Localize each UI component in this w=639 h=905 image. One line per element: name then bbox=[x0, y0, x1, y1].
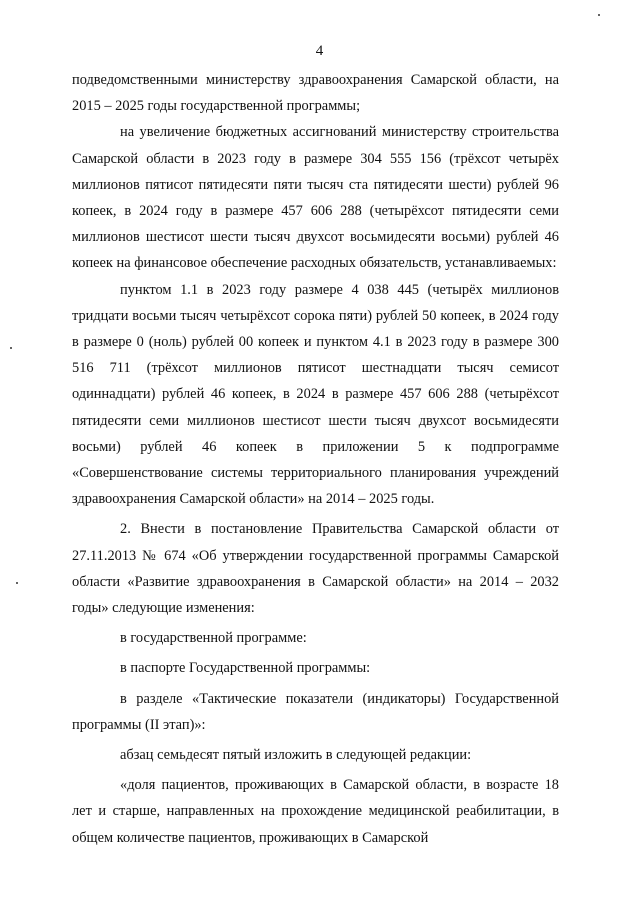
paragraph-5: в государственной программе: bbox=[120, 630, 307, 647]
page-number: 4 bbox=[315, 43, 324, 59]
paragraph-4: 2. Внести в постановление Правительства Самарской области от 27.11.2013 № 674 «Об утверждении государственной программы Самарской области «Развитие здравоохранения в Самарской области» на 2014 – 2032 годы» следующие изменения: bbox=[72, 521, 559, 617]
paragraph-3: пунктом 1.1 в 2023 году размере 4 038 445 (четырёх миллионов тридцати восьми тысяч четырёхсот сорока пяти) рублей 50 копеек, в 2024 году в размере 0 (ноль) рублей 00 копеек и пунктом 4.1 в 2023 году в размере 300 516 711 (трёхсот миллионов пятисот шестнадцати тысяч семисот одиннадцати) рублей 46 копеек, в 2024 в размере 457 606 288 (четырёхсот пятидесяти семи миллионов шестисот шести тысяч двухсот восьмидесяти восьми) рублей 46 копеек в приложении 5 к подпрограмме «Совершенствование системы территориального планирования учреждений здравоохранения Самарской области» на 2014 – 2025 годы. bbox=[72, 281, 559, 508]
paragraph-6: в паспорте Государственной программы: bbox=[120, 660, 371, 677]
paragraph-2: на увеличение бюджетных ассигнований министерству строительства Самарской области в 2023 году в размере 304 555 156 (трёхсот четырёх миллионов пятисот пятидесяти пяти тысяч ста пятидесяти шести) рублей 96 копеек, в 2024 году в размере 457 606 288 (четырёхсот пятидесяти семи миллионов шестисот шести тысяч двухсот восьмидесяти восьми) рублей 46 копеек на финансовое обеспечение расходных обязательств, устанавливаемых: bbox=[72, 124, 559, 272]
paragraph-1: подведомственными министерству здравоохранения Самарской области, на 2015 – 2025 годы государственной программы; bbox=[72, 72, 559, 115]
paragraph-9: «доля пациентов, проживающих в Самарской области, в возрасте 18 лет и старше, направленных на прохождение медицинской реабилитации, в общем количестве пациентов, проживающих в Самарской bbox=[72, 777, 559, 846]
scan-speck bbox=[16, 582, 18, 584]
document-body bbox=[72, 67, 559, 851]
paragraph-8: абзац семьдесят пятый изложить в следующей редакции: bbox=[120, 747, 472, 764]
scan-speck bbox=[10, 347, 12, 349]
scan-speck bbox=[598, 14, 600, 16]
paragraph-7: в разделе «Тактические показатели (индикаторы) Государственной программы (II этап)»: bbox=[72, 690, 559, 733]
